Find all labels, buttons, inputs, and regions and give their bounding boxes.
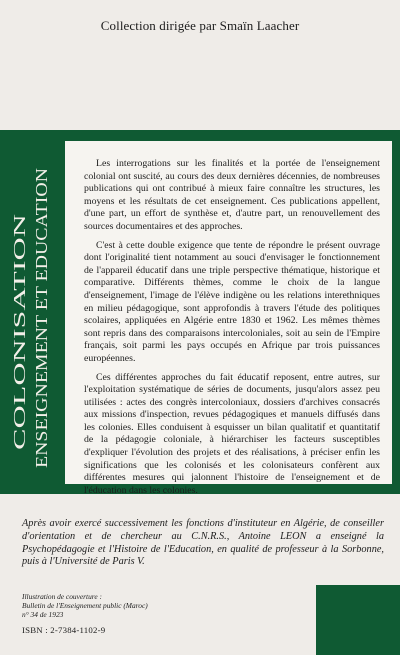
isbn: ISBN : 2-7384-1102-9 (22, 625, 106, 635)
green-corner-block (316, 585, 400, 655)
credits-line: Bulletin de l'Enseignement public (Maroc) (22, 601, 148, 611)
summary-paragraph: Ces différentes approches du fait éducatif reposent, entre autres, sur l'exploitation systématique de séries de documents, jusqu'alors assez peu utilisées : actes des congrès intercoloniaux, dossiers d'archives consacrés aux missions d'inspection, revues pédagogiques et manuels diffusés dans les colonies. Elles conduisent à esquisser un bilan qualitatif et quantitatif de la pédagogie coloniale, à hiérarchiser les facteurs susceptibles d'expliquer l'évolution des projets et des réalisations, à préciser enfin les significations que les colonisés et les colonisateurs confèrent aux différentes mesures qui jalonnent l'histoire de l'enseignement et de l'éducation dans les colonies. (84, 371, 380, 496)
summary-paragraph: Les interrogations sur les finalités et la portée de l'enseignement colonial ont suscité, au cours des deux dernières décennies, de nombreuses publications qui ont contribué à mieux faire connaître les structures, les moyens et les résultats de cet enseignement. Ces publications appellent, d'une part, un effort de synthèse et, d'autre part, un renouvellement des sources documentaires et des approches. (84, 158, 380, 232)
spine-title (3, 132, 55, 492)
author-bio: Après avoir exercé successivement les fonctions d'instituteur en Algérie, de conseiller d'orientation et de chercheur au C.N.R.S., Antoine LEON a enseigné la Psychopédagogie et l'Histoire de l'Education, en qualité de professeur à la Sorbonne, puis à l'Université de Paris V. (22, 518, 384, 568)
spine-title-line1: COLONISATION (10, 325, 29, 450)
spine-title-svg (3, 132, 55, 492)
summary-paragraph: C'est à cette double exigence que tente de répondre le présent ouvrage dont l'originalité tient notamment au souci d'envisager le fonctionnement de l'appareil éducatif dans une triple perspective thématique, historique et comparative. Différents thèmes, comme le choix de la langue d'enseignement, l'image de l'élève indigène ou les relations interethniques en milieu pédagogique, sont approfondis à travers l'étude des politiques scolaires, appliquées en Algérie entre 1830 et 1962. Les mêmes thèmes sont repris dans des comparaisons intercoloniales, soit au sein de l'Empire français, soit parmi les pays occupés en Afrique par trois puissances européennes. (84, 239, 380, 364)
credits-line: Illustration de couverture : (22, 592, 102, 601)
cover-credits (22, 592, 222, 620)
spine-title-line2: ENSEIGNEMENT ET EDUCATION (32, 210, 51, 468)
series-editor-line: Collection dirigée par Smaïn Laacher (100, 18, 300, 33)
summary-panel (65, 141, 392, 496)
credits-line: n° 34 de 1923 (22, 610, 64, 620)
